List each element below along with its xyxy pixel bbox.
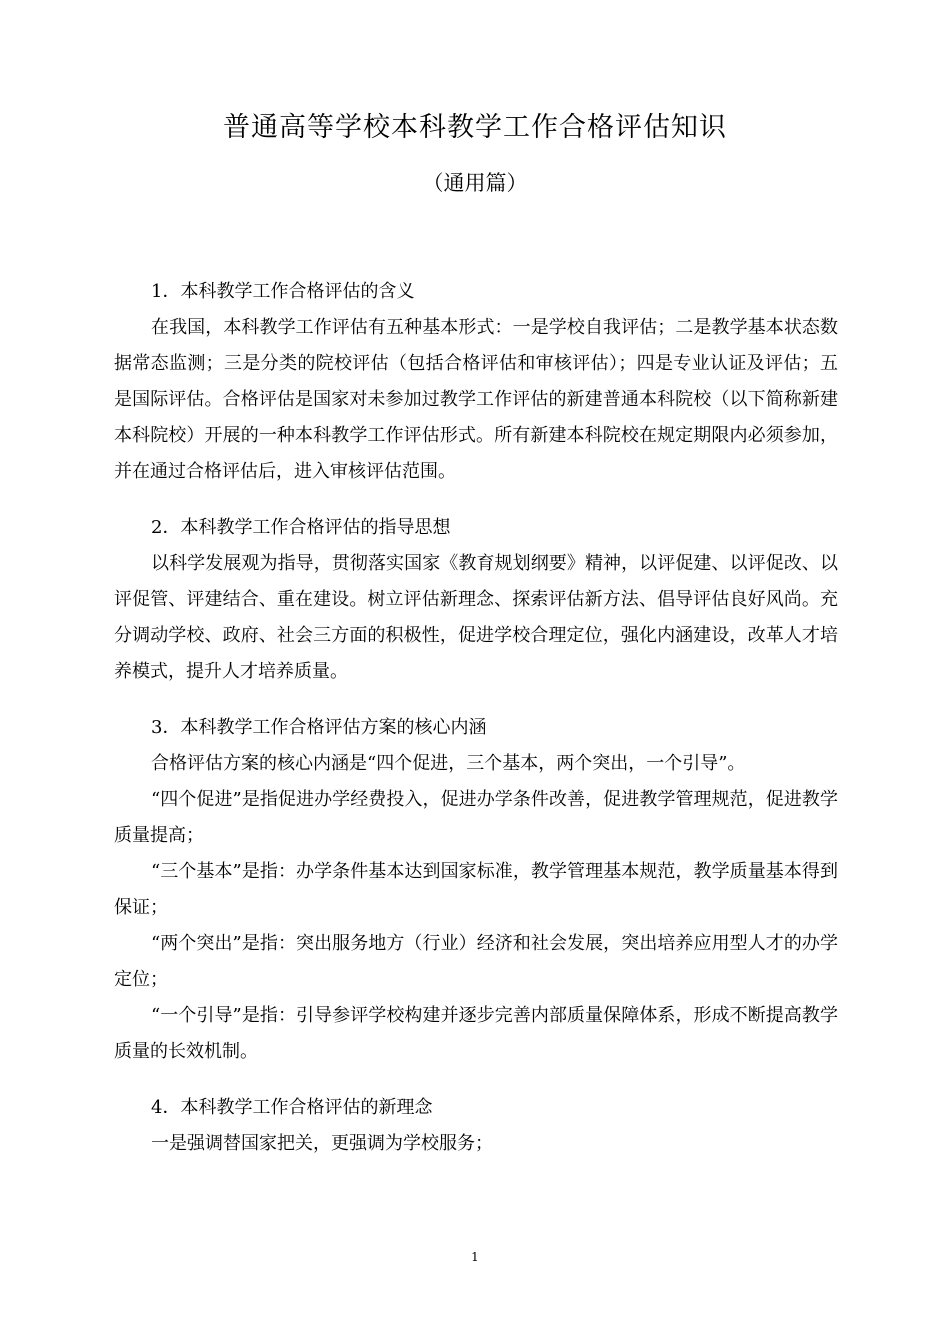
- section-4: [114, 1090, 838, 1162]
- paragraph: “两个突出”是指：突出服务地方（行业）经济和社会发展，突出培养应用型人才的办学定位；: [114, 933, 838, 990]
- document-subtitle: （通用篇）: [422, 171, 528, 195]
- paragraph: 合格评估方案的核心内涵是“四个促进，三个基本，两个突出，一个引导”。: [151, 753, 746, 774]
- section-2: [114, 510, 838, 690]
- paragraph: 在我国，本科教学工作评估有五种基本形式：一是学校自我评估；二是教学基本状态数据常态监测；三是分类的院校评估（包括合格评估和审核评估）；四是专业认证及评估；五是国际评估。合格评估是国家对未参加过教学工作评估的新建普通本科院校（以下简称新建本科院校）开展的一种本科教学工作评估形式。所有新建本科院校在规定期限内必须参加，并在通过合格评估后，进入审核评估范围。: [114, 317, 838, 482]
- section-heading: 2．本科教学工作合格评估的指导思想: [151, 517, 451, 538]
- page-number: 1: [471, 1250, 479, 1264]
- paragraph: 以科学发展观为指导，贯彻落实国家《教育规划纲要》精神，以评促建、以评促改、以评促管、评建结合、重在建设。树立评估新理念、探索评估新方法、倡导评估良好风尚。充分调动学校、政府、社会三方面的积极性，促进学校合理定位，强化内涵建设，改革人才培养模式，提升人才培养质量。: [114, 553, 838, 682]
- section-heading: 3．本科教学工作合格评估方案的核心内涵: [151, 717, 487, 738]
- document-body: [114, 274, 838, 1162]
- paragraph: “四个促进”是指促进办学经费投入，促进办学条件改善，促进教学管理规范，促进教学质量提高；: [114, 789, 838, 846]
- document-title: 普通高等学校本科教学工作合格评估知识: [223, 112, 727, 143]
- paragraph: “三个基本”是指：办学条件基本达到国家标准，教学管理基本规范，教学质量基本得到保证；: [114, 861, 838, 918]
- paragraph: “一个引导”是指：引导参评学校构建并逐步完善内部质量保障体系，形成不断提高教学质量的长效机制。: [114, 1005, 838, 1062]
- section-3: [114, 710, 838, 1070]
- section-heading: 4．本科教学工作合格评估的新理念: [151, 1097, 433, 1118]
- section-1: [114, 274, 838, 490]
- paragraph: 一是强调替国家把关，更强调为学校服务；: [151, 1133, 493, 1154]
- section-heading: 1．本科教学工作合格评估的含义: [151, 281, 415, 302]
